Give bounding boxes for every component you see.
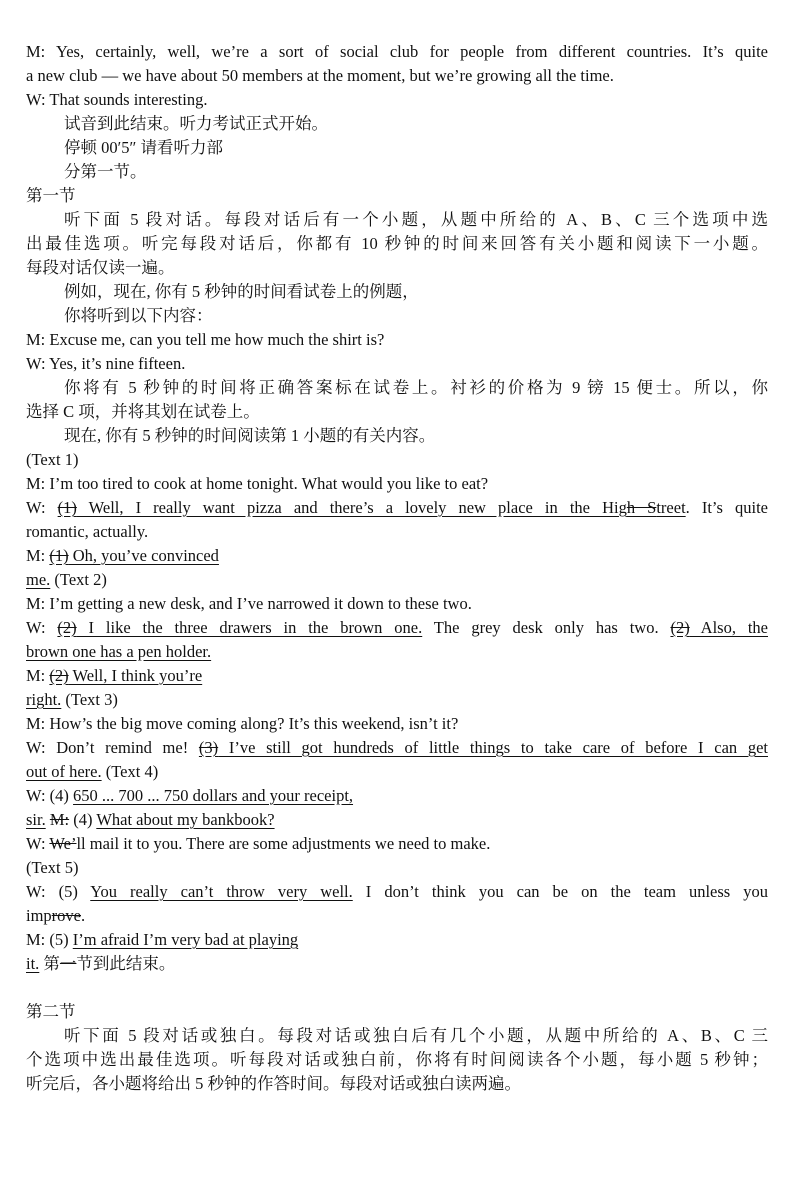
dialogue-line: improve. bbox=[26, 906, 86, 925]
answer-evidence: Also, the bbox=[689, 618, 768, 637]
dialogue-line: romantic, actually. bbox=[26, 522, 149, 541]
spacer bbox=[26, 976, 768, 1000]
instruction-line: 出最佳选项。听完每段对话后，你都有 10 秒钟的时间来回答有关小题和阅读下一小题。 bbox=[26, 234, 768, 253]
instruction-line: 例如，现在, 你有 5 秒钟的时间看试卷上的例题， bbox=[64, 282, 419, 301]
text-label: (Text 5) bbox=[26, 858, 79, 877]
dialogue-line: W: (4) 650 ... 700 ... 750 dollars and your receipt, bbox=[26, 786, 354, 805]
dialogue-line: M: Excuse me, can you tell me how much the shirt is? bbox=[26, 330, 385, 349]
dialogue-line: W: We’ll mail it to you. There are some adjustments we need to make. bbox=[26, 834, 491, 853]
instruction-line: 选择 C 项，并将其划在试卷上。 bbox=[26, 402, 260, 421]
instruction-line: 听下面 5 段对话或独白。每段对话或独白后有几个小题，从题中所给的 A、B、C 三 bbox=[64, 1026, 768, 1045]
answer-evidence: I like the three drawers in the brown one. bbox=[76, 618, 423, 637]
instruction-line: 听下面 5 段对话。每段对话后有一个小题，从题中所给的 A、B、C 三个选项中选 bbox=[64, 210, 768, 229]
text-label: (Text 4) bbox=[101, 762, 159, 781]
question-number: (1) bbox=[57, 498, 77, 517]
instruction-line: 现在, 你有 5 秒钟的时间阅读第 1 小题的有关内容。 bbox=[64, 426, 436, 445]
answer-evidence: I’ve still got hundreds of little things to take care of before I can get bbox=[218, 738, 768, 757]
question-number: (2) bbox=[670, 618, 690, 637]
answer-evidence: I’m afraid I’m very bad at playing bbox=[72, 930, 299, 949]
text-label: (Text 2) bbox=[50, 570, 107, 589]
dialogue-line: M: (2) Well, I think you’re bbox=[26, 666, 203, 685]
dialogue-line: out of here. (Text 4) bbox=[26, 762, 159, 781]
dialogue-line: W: That sounds interesting. bbox=[26, 90, 208, 109]
answer-evidence: You really can’t throw very well. bbox=[90, 882, 353, 901]
question-number: (2) bbox=[49, 666, 69, 685]
transcript-page bbox=[26, 40, 768, 1096]
instruction-line: 停顿 00′5″ 请看听力部 bbox=[64, 138, 223, 157]
dialogue-line: M: How’s the big move coming along? It’s this weekend, isn’t it? bbox=[26, 714, 459, 733]
question-number: (1) bbox=[49, 546, 69, 565]
answer-evidence: Oh, you’ve convinced bbox=[68, 546, 219, 565]
dialogue-line: brown one has a pen holder. bbox=[26, 642, 212, 661]
answer-evidence: 650 ... 700 ... 750 dollars and your receipt, bbox=[73, 786, 354, 805]
dialogue-line: it. 第一节到此结束。 bbox=[26, 954, 176, 973]
answer-evidence: Well, I really want pizza and there’s a lovely new place in the Hig bbox=[76, 498, 627, 517]
dialogue-line: M: (1) Oh, you’ve convinced bbox=[26, 546, 219, 565]
instruction-line: 你将听到以下内容： bbox=[64, 306, 213, 325]
dialogue-line: right. (Text 3) bbox=[26, 690, 118, 709]
question-number: (3) bbox=[198, 738, 219, 757]
instruction-line: 听完后，各小题将给出 5 秒钟的作答时间。每段对话或独白读两遍。 bbox=[26, 1074, 521, 1093]
dialogue-line: W: (2) I like the three drawers in the brown one. The grey desk only has two. (2) Also, the bbox=[26, 618, 768, 637]
dialogue-line: M: (5) I’m afraid I’m very bad at playing bbox=[26, 930, 299, 949]
dialogue-line: sir. M: (4) What about my bankbook? bbox=[26, 810, 275, 829]
section-heading: 第一节 bbox=[26, 186, 76, 205]
dialogue-line: W: (1) Well, I really want pizza and there’s a lovely new place in the High Street. It’s quite bbox=[26, 498, 768, 517]
instruction-line: 分第一节。 bbox=[64, 162, 147, 181]
section-heading: 第二节 bbox=[26, 1002, 76, 1021]
dialogue-line: M: Yes, certainly, well, we’re a sort of social club for people from different countries. It’s quite bbox=[26, 42, 768, 61]
instruction-line: 每段对话仅读一遍。 bbox=[26, 258, 175, 277]
answer-evidence: Well, I think you’re bbox=[68, 666, 203, 685]
question-number: (2) bbox=[57, 618, 77, 637]
dialogue-line: M: I’m too tired to cook at home tonight. What would you like to eat? bbox=[26, 474, 489, 493]
text-label: (Text 1) bbox=[26, 450, 79, 469]
dialogue-line: W: (5) You really can’t throw very well. I don’t think you can be on the team unless you bbox=[26, 882, 768, 901]
answer-evidence: What about my bankbook? bbox=[96, 810, 275, 829]
text-label: (Text 3) bbox=[61, 690, 118, 709]
instruction-line: 你将有 5 秒钟的时间将正确答案标在试卷上。衬衫的价格为 9 镑 15 便士。所以，你 bbox=[64, 378, 768, 397]
dialogue-line: me. (Text 2) bbox=[26, 570, 107, 589]
dialogue-line: W: Yes, it’s nine fifteen. bbox=[26, 354, 186, 373]
dialogue-line: a new club — we have about 50 members at the moment, but we’re growing all the time. bbox=[26, 66, 614, 85]
instruction-line: 个选项中选出最佳选项。听每段对话或独白前，你将有时间阅读各个小题，每小题 5 秒钟； bbox=[26, 1050, 768, 1069]
dialogue-line: M: I’m getting a new desk, and I’ve narrowed it down to these two. bbox=[26, 594, 472, 613]
instruction-line: 试音到此结束。听力考试正式开始。 bbox=[64, 114, 328, 133]
dialogue-line: W: Don’t remind me! (3) I’ve still got hundreds of little things to take care of before I can get bbox=[26, 738, 768, 757]
